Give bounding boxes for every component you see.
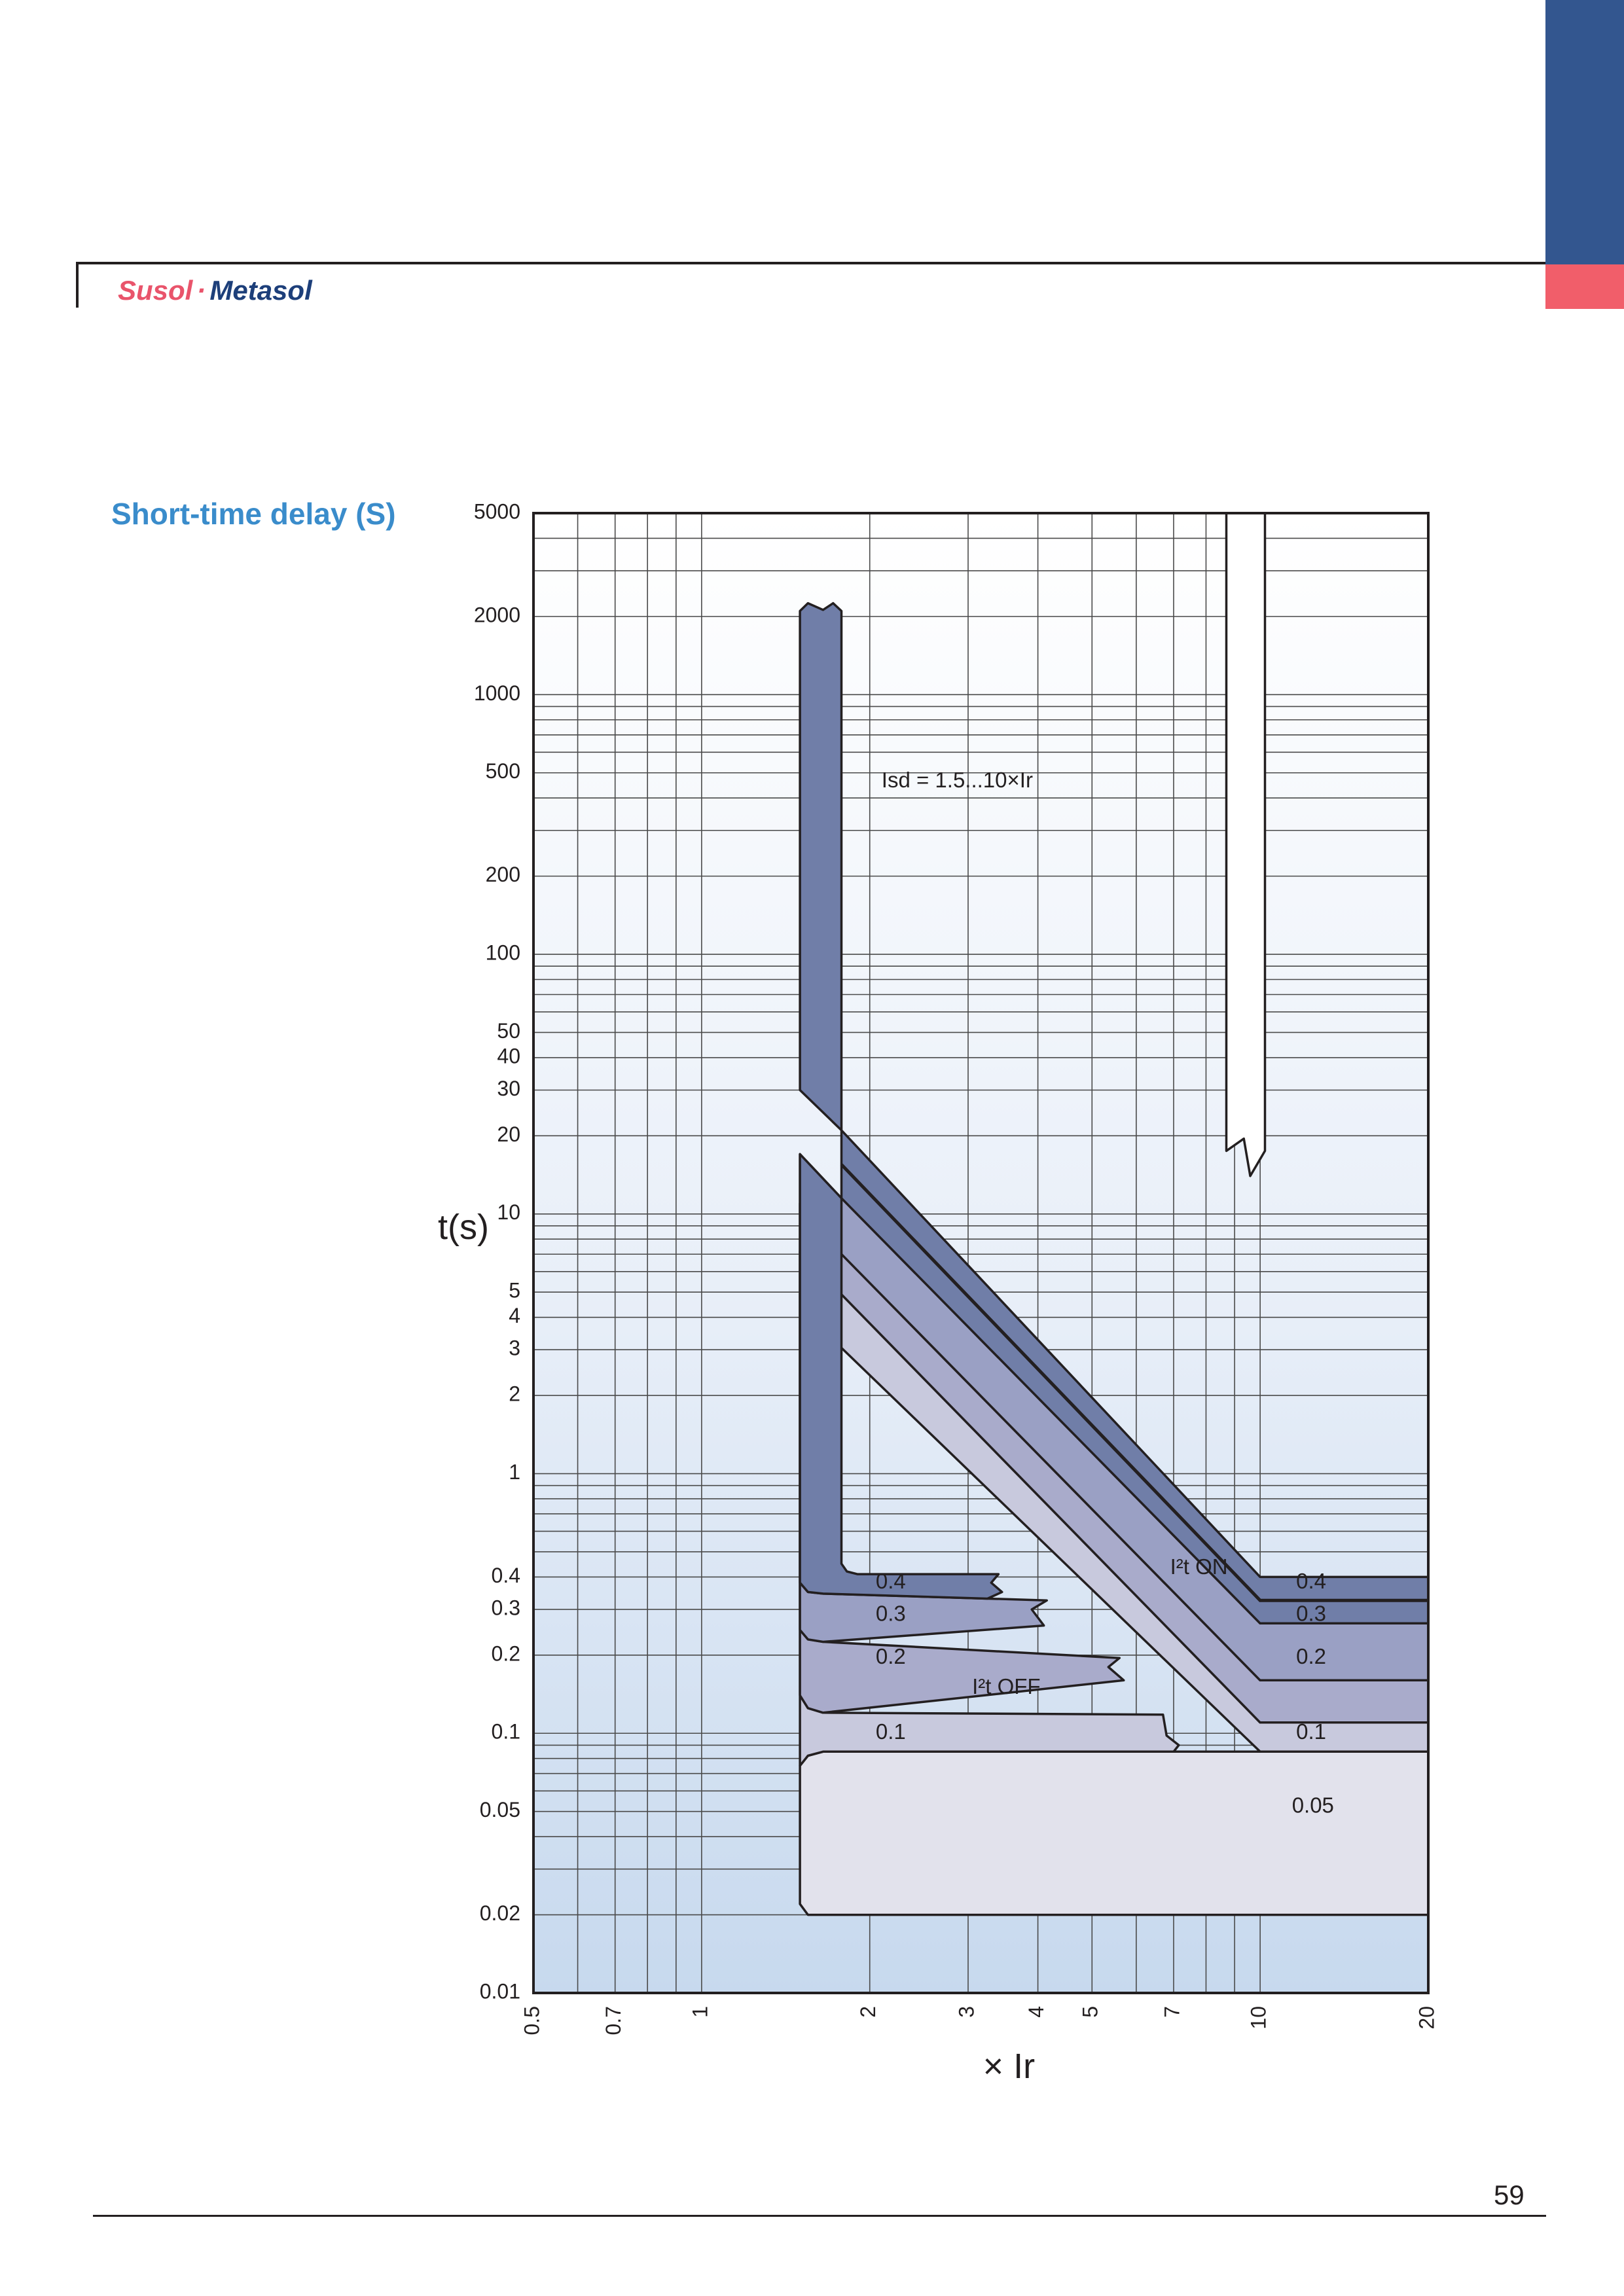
x-tick-label: 20 xyxy=(1415,2006,1439,2030)
band-label-left: 0.4 xyxy=(875,1568,906,1593)
y-tick-label: 0.01 xyxy=(479,1979,520,2003)
band-label-right: 0.1 xyxy=(1296,1719,1327,1744)
x-tick-label: 5 xyxy=(1078,2006,1102,2018)
instantaneous-limit-band xyxy=(1227,513,1265,1176)
y-tick-label: 30 xyxy=(497,1076,520,1100)
y-tick-label: 2000 xyxy=(473,603,520,627)
x-tick-label: 1 xyxy=(688,2006,712,2018)
y-tick-label: 500 xyxy=(485,759,520,783)
y-tick-label: 100 xyxy=(485,941,520,965)
x-tick-label: 0.5 xyxy=(520,2006,544,2036)
band-label-right: 0.4 xyxy=(1296,1568,1327,1593)
band-label-right: 0.05 xyxy=(1291,1793,1334,1818)
footer-rule xyxy=(93,2215,1546,2217)
y-tick-label: 0.4 xyxy=(491,1563,520,1587)
x-tick-label: 0.7 xyxy=(602,2006,626,2036)
band-label-left: 0.1 xyxy=(875,1719,906,1744)
brand-part-metasol: Metasol xyxy=(209,275,312,306)
y-tick-label: 5 xyxy=(509,1278,520,1302)
x-tick-label: 10 xyxy=(1246,2006,1271,2030)
y-tick-label: 20 xyxy=(497,1122,520,1146)
y-tick-label: 5000 xyxy=(473,499,520,524)
i2t-off-annotation: I²t OFF xyxy=(972,1674,1041,1698)
y-tick-label: 0.1 xyxy=(491,1719,520,1744)
y-tick-label: 4 xyxy=(509,1304,520,1328)
band-label-right: 0.3 xyxy=(1296,1601,1327,1626)
y-tick-label: 10 xyxy=(497,1200,520,1225)
x-axis-label: × Ir xyxy=(983,2047,1036,2086)
y-axis-label: t(s) xyxy=(438,1208,489,1247)
isd-annotation: Isd = 1.5...10×Ir xyxy=(881,767,1033,792)
band-label-left: 0.3 xyxy=(875,1601,906,1626)
y-tick-label: 0.2 xyxy=(491,1641,520,1666)
y-tick-label: 40 xyxy=(497,1044,520,1068)
section-title: Short-time delay (S) xyxy=(111,497,396,531)
x-tick-label: 4 xyxy=(1024,2006,1049,2018)
y-tick-label: 1 xyxy=(509,1460,520,1484)
y-tick-label: 3 xyxy=(509,1336,520,1360)
x-tick-label: 2 xyxy=(856,2006,880,2018)
y-tick-label: 0.3 xyxy=(491,1596,520,1620)
y-tick-label: 2 xyxy=(509,1382,520,1406)
y-tick-label: 200 xyxy=(485,863,520,887)
y-tick-label: 50 xyxy=(497,1018,520,1043)
brand-part-susol: Susol xyxy=(118,275,193,306)
band-label-right: 0.2 xyxy=(1296,1643,1327,1668)
page-number: 59 xyxy=(1494,2179,1525,2210)
x-tick-label: 7 xyxy=(1160,2006,1184,2018)
y-tick-label: 1000 xyxy=(473,681,520,705)
band-label-left: 0.2 xyxy=(875,1643,906,1668)
band-0.05 xyxy=(800,1751,1428,1914)
i2t-on-annotation: I²t ON xyxy=(1170,1554,1228,1579)
y-tick-label: 0.05 xyxy=(479,1798,520,1822)
brand-separator: · xyxy=(196,275,206,306)
x-tick-label: 3 xyxy=(954,2006,979,2018)
y-tick-label: 0.02 xyxy=(479,1901,520,1926)
